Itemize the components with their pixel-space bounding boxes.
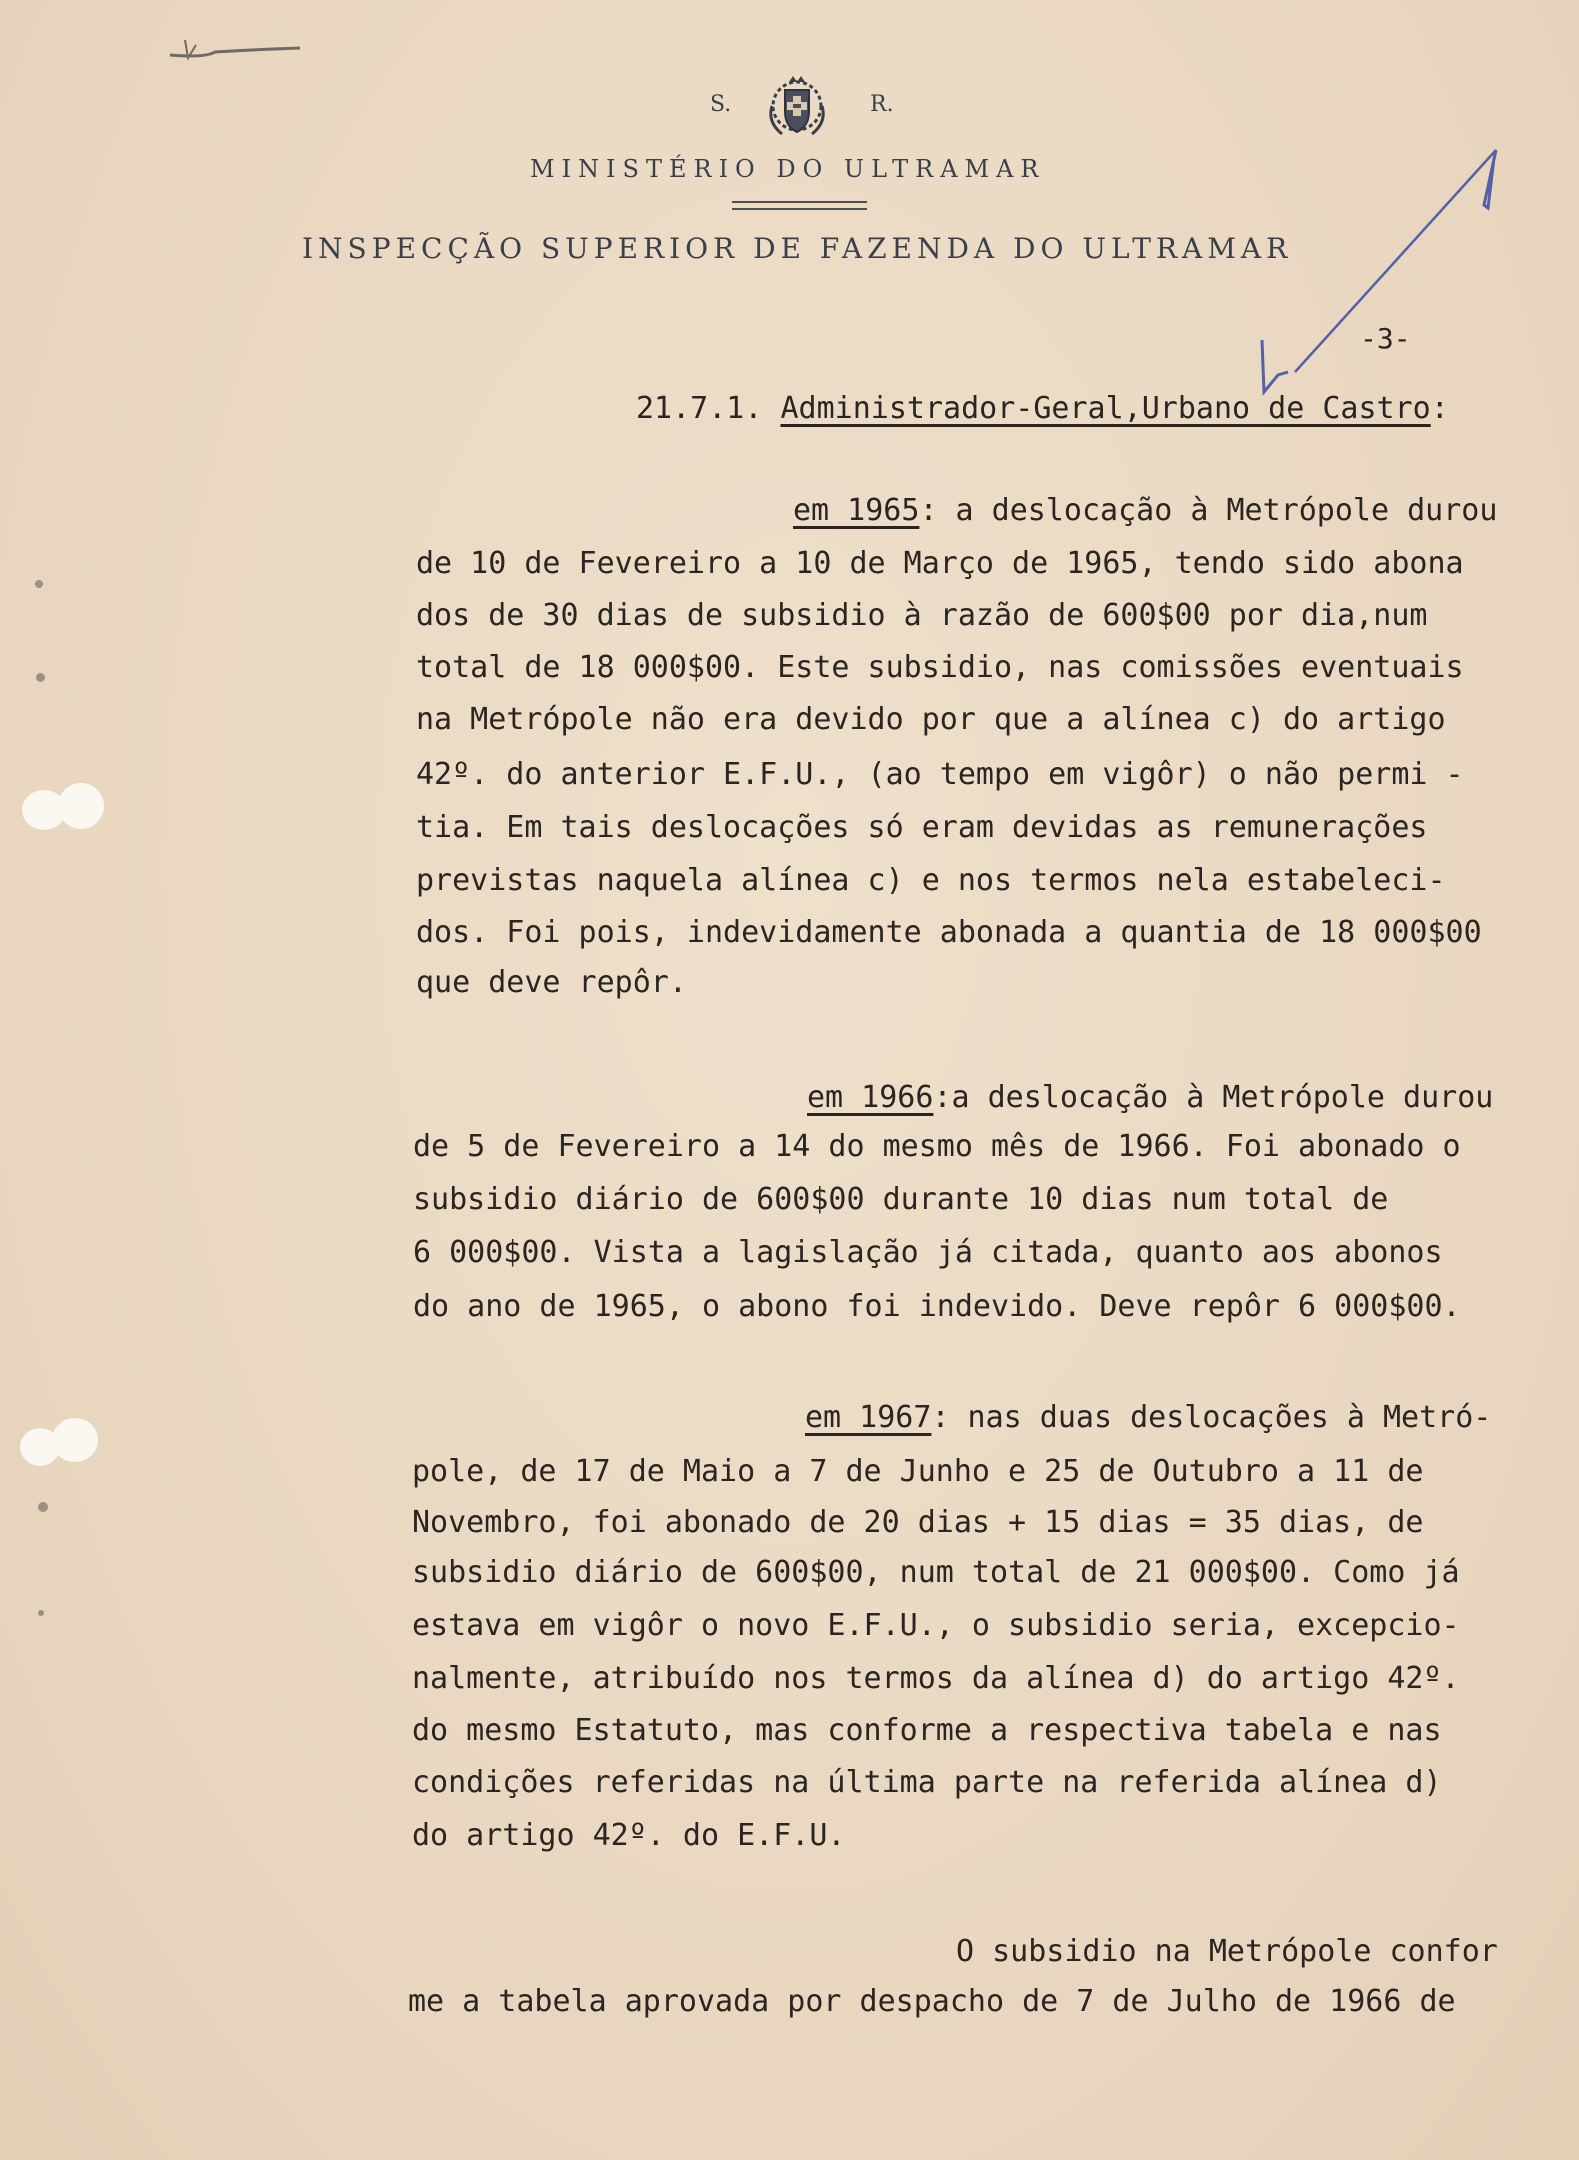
text-line: subsidio diário de 600$00, num total de 21 000$00. Como já [412, 1555, 1460, 1590]
speck [38, 1610, 44, 1616]
year-label-1966: em 1966 [807, 1080, 934, 1115]
inspection-name: INSPECÇÃO SUPERIOR DE FAZENDA DO ULTRAMAR [302, 232, 1293, 265]
paragraph-1965-first-line [793, 493, 1498, 528]
text-line: do ano de 1965, o abono foi indevido. Deve repôr 6 000$00. [413, 1289, 1461, 1324]
text-line: condições referidas na última parte na referida alínea d) [412, 1765, 1442, 1800]
text-line: dos. Foi pois, indevidamente abonada a quantia de 18 000$00 [416, 915, 1482, 950]
section-number: 21.7.1. [636, 391, 763, 426]
page-number: -3- [1360, 322, 1411, 355]
text-line: 6 000$00. Vista a lagislação já citada, quanto aos abonos [413, 1235, 1443, 1270]
text-line: nalmente, atribuído nos termos da alínea d) do artigo 42º. [412, 1661, 1460, 1696]
year-label-1965: em 1965 [793, 493, 920, 528]
text-line: tia. Em tais deslocações só eram devidas as remunerações [416, 810, 1428, 845]
text-line: do artigo 42º. do E.F.U. [412, 1818, 846, 1853]
section-title: Administrador-Geral,Urbano de Castro [780, 391, 1431, 426]
speck [36, 673, 45, 682]
speck [38, 1502, 48, 1512]
paragraph-1967-first-line [805, 1400, 1492, 1435]
text-line: estava em vigôr o novo E.F.U., o subsidio seria, excepcio- [412, 1608, 1460, 1643]
paragraph-1966-first-line [807, 1080, 1494, 1115]
section-colon: : [1430, 391, 1449, 426]
text-line: na Metrópole não era devido por que a alínea c) do artigo [416, 702, 1446, 737]
text-line: de 5 de Fevereiro a 14 do mesmo mês de 1966. Foi abonado o [413, 1129, 1461, 1164]
text-line: dos de 30 dias de subsidio à razão de 600$00 por dia,num [416, 598, 1428, 633]
line-text: :a deslocação à Metrópole durou [933, 1080, 1494, 1115]
section-heading [636, 391, 1449, 426]
text-line: me a tabela aprovada por despacho de 7 de Julho de 1966 de [408, 1984, 1456, 2019]
ministry-name: MINISTÉRIO DO ULTRAMAR [530, 155, 1046, 183]
letterhead-left-initial: S. [710, 92, 732, 117]
paragraph-final-first-line: O subsidio na Metrópole confor [956, 1934, 1498, 1969]
line-text: : a deslocação à Metrópole durou [919, 493, 1498, 528]
text-line: do mesmo Estatuto, mas conforme a respectiva tabela e nas [412, 1713, 1442, 1748]
year-label-1967: em 1967 [805, 1400, 932, 1435]
text-line: de 10 de Fevereiro a 10 de Março de 1965, tendo sido abona [416, 546, 1464, 581]
text-line: que deve repôr. [416, 965, 687, 1000]
text-line: total de 18 000$00. Este subsidio, nas comissões eventuais [416, 650, 1464, 685]
line-text: : nas duas deslocações à Metró- [931, 1400, 1492, 1435]
punch-hole [22, 790, 66, 830]
text-line: previstas naquela alínea c) e nos termos nela estabeleci- [416, 863, 1446, 898]
text-line: 42º. do anterior E.F.U., (ao tempo em vigôr) o não permi - [416, 757, 1464, 792]
text-line: subsidio diário de 600$00 durante 10 dias num total de [413, 1182, 1389, 1217]
text-line: pole, de 17 de Maio a 7 de Junho e 25 de Outubro a 11 de [412, 1454, 1424, 1489]
speck [35, 580, 43, 588]
punch-hole [20, 1428, 60, 1466]
text-line: Novembro, foi abonado de 20 dias + 15 dias = 35 dias, de [412, 1505, 1424, 1540]
letterhead-right-initial: R. [870, 92, 894, 117]
